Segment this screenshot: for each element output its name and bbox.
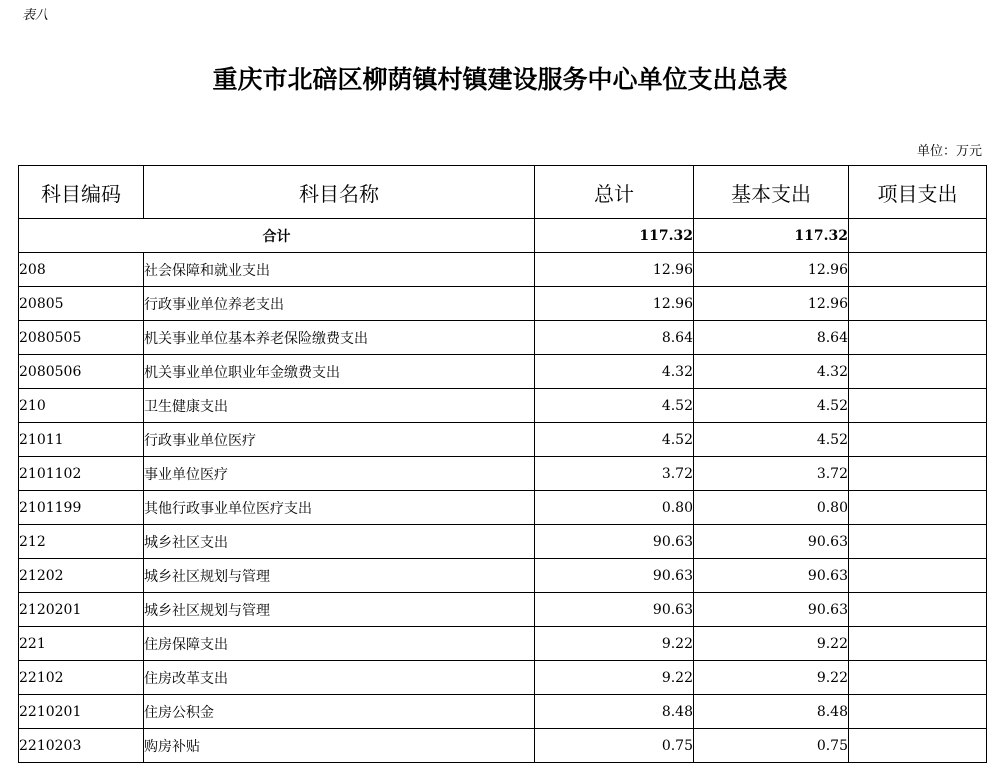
cell-code: 2101102 [19, 457, 144, 491]
cell-total: 0.80 [535, 491, 694, 525]
table-row [19, 389, 987, 423]
cell-name: 住房公积金 [144, 695, 535, 729]
cell-total: 8.64 [535, 321, 694, 355]
cell-name: 机关事业单位职业年金缴费支出 [144, 355, 535, 389]
table-row [19, 525, 987, 559]
cell-total: 9.22 [535, 627, 694, 661]
cell-project [849, 525, 987, 559]
cell-basic: 90.63 [694, 525, 849, 559]
cell-code: 208 [19, 253, 144, 287]
cell-name: 其他行政事业单位医疗支出 [144, 491, 535, 525]
table-row [19, 253, 987, 287]
cell-total: 90.63 [535, 525, 694, 559]
cell-total: 4.32 [535, 355, 694, 389]
cell-project [849, 287, 987, 321]
cell-name: 行政事业单位医疗 [144, 423, 535, 457]
cell-project [849, 253, 987, 287]
cell-basic: 9.22 [694, 627, 849, 661]
cell-code: 2120201 [19, 593, 144, 627]
summary-basic: 117.32 [694, 219, 849, 253]
cell-basic: 90.63 [694, 559, 849, 593]
cell-project [849, 355, 987, 389]
cell-code: 2210203 [19, 729, 144, 763]
header-row [19, 166, 987, 219]
cell-basic: 8.48 [694, 695, 849, 729]
cell-code: 20805 [19, 287, 144, 321]
unit-label: 单位：万元 [916, 144, 982, 159]
cell-code: 2210201 [19, 695, 144, 729]
header-project: 项目支出 [849, 166, 987, 219]
summary-project [849, 219, 987, 253]
table-row [19, 457, 987, 491]
header-code: 科目编码 [19, 166, 144, 219]
table-label: 表八 [22, 8, 49, 23]
cell-total: 12.96 [535, 287, 694, 321]
cell-project [849, 389, 987, 423]
cell-project [849, 559, 987, 593]
cell-total: 90.63 [535, 559, 694, 593]
cell-name: 购房补贴 [144, 729, 535, 763]
table-row [19, 321, 987, 355]
cell-name: 城乡社区规划与管理 [144, 559, 535, 593]
cell-basic: 12.96 [694, 287, 849, 321]
cell-name: 城乡社区支出 [144, 525, 535, 559]
cell-name: 行政事业单位养老支出 [144, 287, 535, 321]
cell-project [849, 661, 987, 695]
cell-project [849, 457, 987, 491]
cell-project [849, 423, 987, 457]
cell-basic: 9.22 [694, 661, 849, 695]
cell-basic: 0.75 [694, 729, 849, 763]
table-row [19, 661, 987, 695]
cell-project [849, 729, 987, 763]
cell-basic: 8.64 [694, 321, 849, 355]
cell-name: 卫生健康支出 [144, 389, 535, 423]
cell-total: 90.63 [535, 593, 694, 627]
cell-name: 住房保障支出 [144, 627, 535, 661]
cell-project [849, 695, 987, 729]
table-row [19, 355, 987, 389]
summary-row [19, 219, 987, 253]
cell-basic: 12.96 [694, 253, 849, 287]
cell-basic: 0.80 [694, 491, 849, 525]
cell-code: 22102 [19, 661, 144, 695]
header-basic: 基本支出 [694, 166, 849, 219]
table-row [19, 559, 987, 593]
table-row [19, 423, 987, 457]
cell-total: 12.96 [535, 253, 694, 287]
cell-code: 21202 [19, 559, 144, 593]
cell-code: 21011 [19, 423, 144, 457]
cell-code: 210 [19, 389, 144, 423]
cell-basic: 4.32 [694, 355, 849, 389]
cell-total: 4.52 [535, 423, 694, 457]
cell-code: 212 [19, 525, 144, 559]
cell-total: 4.52 [535, 389, 694, 423]
cell-total: 9.22 [535, 661, 694, 695]
cell-name: 事业单位医疗 [144, 457, 535, 491]
cell-project [849, 321, 987, 355]
summary-label: 合计 [19, 219, 535, 253]
header-total: 总计 [535, 166, 694, 219]
cell-basic: 4.52 [694, 423, 849, 457]
cell-basic: 90.63 [694, 593, 849, 627]
table-row [19, 627, 987, 661]
cell-name: 城乡社区规划与管理 [144, 593, 535, 627]
cell-basic: 4.52 [694, 389, 849, 423]
cell-basic: 3.72 [694, 457, 849, 491]
table-row [19, 287, 987, 321]
summary-total: 117.32 [535, 219, 694, 253]
cell-code: 2080505 [19, 321, 144, 355]
cell-name: 住房改革支出 [144, 661, 535, 695]
expenditure-table [18, 165, 987, 763]
table-row [19, 491, 987, 525]
cell-project [849, 627, 987, 661]
cell-name: 机关事业单位基本养老保险缴费支出 [144, 321, 535, 355]
table-row [19, 729, 987, 763]
cell-total: 3.72 [535, 457, 694, 491]
cell-code: 2080506 [19, 355, 144, 389]
cell-project [849, 491, 987, 525]
cell-code: 2101199 [19, 491, 144, 525]
cell-project [849, 593, 987, 627]
table-row [19, 695, 987, 729]
cell-total: 0.75 [535, 729, 694, 763]
header-name: 科目名称 [144, 166, 535, 219]
cell-name: 社会保障和就业支出 [144, 253, 535, 287]
table-row [19, 593, 987, 627]
page-title: 重庆市北碚区柳荫镇村镇建设服务中心单位支出总表 [212, 65, 788, 94]
cell-code: 221 [19, 627, 144, 661]
cell-total: 8.48 [535, 695, 694, 729]
